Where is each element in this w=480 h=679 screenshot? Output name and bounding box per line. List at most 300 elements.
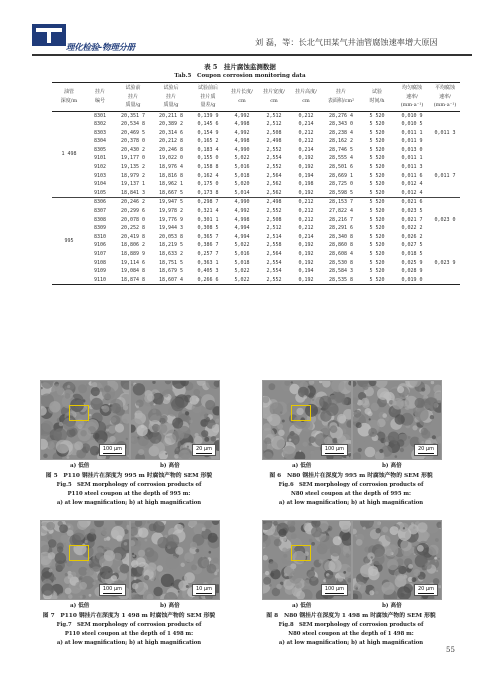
table-cell: 5 520: [369, 121, 385, 128]
scale-bar: [99, 444, 126, 456]
table-cell: 5,022: [234, 268, 250, 275]
zoom-region-box: [291, 405, 311, 421]
table-header-cell: 试验前 挂片 质量/g: [125, 85, 141, 108]
table-caption-en: Tab.5 Coupon corrosion monitoring data: [174, 73, 306, 79]
table-cell: 5 520: [369, 129, 385, 136]
table-cell: 20,299 6: [120, 208, 146, 215]
table-cell: 0,214: [298, 146, 314, 153]
table-cell: 4,992: [234, 112, 250, 119]
depth-cell: 1 498: [61, 151, 77, 158]
table-row: [52, 267, 460, 276]
table-cell: 28,216 7: [328, 216, 354, 223]
table-cell: 0,365 7: [197, 233, 219, 240]
table-row: [52, 259, 460, 268]
table-cell: 4,998: [234, 121, 250, 128]
sem-image-high-mag: [352, 520, 442, 600]
table-cell: 18,633 2: [158, 251, 184, 257]
sem-image-low-mag: [40, 520, 130, 600]
caption-line: a) at low magnification; b) at high magnification: [56, 640, 202, 646]
subfigure-label-b: b) 高倍: [382, 463, 402, 469]
table-cell: 0,027 5: [401, 242, 423, 249]
table-cell: 2,562: [266, 189, 282, 196]
table-cell: 5 520: [369, 146, 385, 153]
table-cell: 8309: [93, 225, 107, 232]
table-cell: 5,022: [234, 242, 250, 249]
table-cell: 20,252 8: [120, 225, 146, 232]
table-cell: 9108: [93, 259, 107, 266]
caption-line: 图 6 N80 钢挂片在深度为 995 m 时腐蚀产物的 SEM 形貌: [269, 473, 433, 479]
table-cell: 0,405 3: [197, 268, 219, 275]
table-cell: 9105: [93, 189, 107, 196]
table-cell: 0,212: [298, 138, 314, 145]
average-rate-cell: 0,023 0: [434, 216, 456, 223]
caption-line: N80 steel coupon at the depth of 995 m:: [291, 491, 411, 497]
table-row: [52, 129, 460, 138]
table-cell: 0,026 2: [401, 233, 423, 240]
table-cell: 2,508: [266, 216, 282, 223]
table-cell: 19,776 9: [158, 216, 184, 223]
table-cell: 0,012 4: [401, 181, 423, 188]
table-cell: 20,078 0: [120, 216, 146, 223]
table-cell: 20,534 8: [120, 121, 146, 128]
table-cell: 9102: [93, 164, 107, 171]
table-cell: 5 520: [369, 268, 385, 275]
scale-bar-label: 20 μm: [195, 446, 212, 452]
table-cell: 0,165 2: [197, 138, 219, 145]
page-number: 55: [446, 646, 455, 654]
scale-bar-line: [418, 593, 434, 594]
table-cell: 20,211 8: [158, 112, 184, 119]
figure-caption: [247, 612, 455, 648]
table-cell: 5 520: [369, 276, 385, 283]
table-header-cell: 挂片长度/ cm: [231, 89, 253, 104]
table-cell: 20,469 5: [120, 129, 146, 136]
table-cell: 4,990: [234, 146, 250, 153]
caption-line: 图 8 N80 钢挂片在深度为 1 498 m 时腐蚀产物的 SEM 形貌: [266, 613, 436, 619]
zoom-region-box: [69, 545, 89, 561]
average-rate-cell: 0,023 9: [434, 259, 456, 266]
corrosion-data-table: [52, 82, 460, 285]
table-cell: 0,212: [298, 216, 314, 223]
table-cell: 0,158 8: [197, 164, 219, 171]
table-cell: 2,558: [266, 242, 282, 249]
table-cell: 0,018 5: [401, 251, 423, 257]
table-cell: 0,194: [298, 268, 314, 275]
figure-caption: [247, 472, 455, 508]
sem-image-high-mag: [130, 380, 220, 460]
table-row: [52, 172, 460, 181]
scale-bar-label: 20 μm: [417, 586, 434, 592]
table-cell: 19,114 6: [120, 259, 146, 266]
table-cell: 19,022 0: [158, 155, 184, 162]
table-cell: 18,841 3: [120, 189, 146, 196]
table-cell: 5 520: [369, 208, 385, 215]
table-cell: 28,153 7: [328, 199, 354, 206]
table-cell: 2,512: [266, 225, 282, 232]
table-cell: 0,192: [298, 242, 314, 249]
scale-bar-line: [103, 453, 122, 454]
table-cell: 19,135 2: [120, 164, 146, 171]
table-cell: 27,822 4: [328, 208, 354, 215]
scale-bar-label: 100 μm: [102, 446, 122, 452]
table-cell: 28,530 8: [328, 259, 354, 266]
table-cell: 20,389 2: [158, 121, 184, 128]
table-cell: 2,498: [266, 138, 282, 145]
table-cell: 2,564: [266, 172, 282, 179]
scale-bar-line: [196, 593, 212, 594]
table-cell: 4,992: [234, 129, 250, 136]
table-cell: 19,947 5: [158, 199, 184, 206]
table-cell: 5 520: [369, 172, 385, 179]
table-cell: 18,667 5: [158, 189, 184, 196]
table-cell: 5,018: [234, 259, 250, 266]
table-header-cell: 挂片 表面积/cm²: [327, 89, 355, 104]
table-cell: 0,010 5: [401, 121, 423, 128]
table-cell: 18,806 2: [120, 242, 146, 249]
table-cell: 20,246 8: [158, 146, 184, 153]
table-cell: 8306: [93, 199, 107, 206]
caption-line: N80 steel coupon at the depth of 1 498 m:: [288, 631, 414, 637]
table-header-cell: 试验 时间/h: [369, 89, 385, 104]
table-header-cell: 挂片高度/ cm: [295, 89, 317, 104]
table-cell: 19,978 2: [158, 208, 184, 215]
caption-line: Fig.6 SEM morphology of corrosion products of: [278, 482, 424, 488]
table-cell: 0,139 9: [197, 112, 219, 119]
table-cell: 0,011 6: [401, 172, 423, 179]
running-head: 刘 磊，等：长北气田某气井油管腐蚀速率增大原因: [255, 37, 438, 47]
table-row: [52, 163, 460, 172]
table-cell: 9103: [93, 172, 107, 179]
table-cell: 8308: [93, 216, 107, 223]
table-cell: 2,552: [266, 208, 282, 215]
table-cell: 28,535 8: [328, 276, 354, 283]
table-cell: 0,192: [298, 259, 314, 266]
table-cell: 2,554: [266, 268, 282, 275]
scale-bar: [321, 444, 348, 456]
subfigure-label-a: a) 低倍: [70, 603, 90, 609]
table-cell: 0,301 1: [197, 216, 219, 223]
table-cell: 28,746 5: [328, 146, 354, 153]
table-cell: 28,584 3: [328, 268, 354, 275]
table-cell: 8301: [93, 112, 107, 119]
table-cell: 18,751 5: [158, 259, 184, 266]
table-cell: 0,212: [298, 199, 314, 206]
caption-line: a) at low magnification; b) at high magnification: [56, 500, 202, 506]
table-cell: 4,992: [234, 208, 250, 215]
table-cell: 2,498: [266, 199, 282, 206]
table-row: [52, 146, 460, 155]
table-cell: 0,198: [298, 181, 314, 188]
table-row: [52, 216, 460, 225]
caption-line: 图 5 P110 钢挂片在深度为 995 m 时腐蚀产物的 SEM 形貌: [45, 473, 213, 479]
table-cell: 2,514: [266, 233, 282, 240]
table-cell: 4,994: [234, 233, 250, 240]
table-cell: 28,501 6: [328, 164, 354, 171]
table-cell: 0,028 9: [401, 268, 423, 275]
table-cell: 2,552: [266, 164, 282, 171]
table-header-cell: 挂片宽度/ cm: [263, 89, 285, 104]
table-cell: 18,874 8: [120, 276, 146, 283]
table-cell: 0,212: [298, 129, 314, 136]
scale-bar: [192, 444, 216, 456]
table-cell: 9101: [93, 155, 107, 162]
table-cell: 5 520: [369, 189, 385, 196]
table-cell: 0,011 1: [401, 129, 423, 136]
table-row: [52, 189, 460, 198]
table-cell: 28,608 4: [328, 251, 354, 257]
table-cell: 0,183 4: [197, 146, 219, 153]
table-cell: 5,016: [234, 164, 250, 171]
table-cell: 5 520: [369, 164, 385, 171]
table-cell: 18,607 4: [158, 276, 184, 283]
scale-bar-line: [103, 593, 122, 594]
table-cell: 2,512: [266, 121, 282, 128]
table-cell: 28,598 5: [328, 189, 354, 196]
table-row: [52, 233, 460, 242]
table-row: [52, 224, 460, 233]
table-cell: 2,552: [266, 146, 282, 153]
table-cell: 8303: [93, 129, 107, 136]
table-cell: 8310: [93, 233, 107, 240]
table-group-1498: [52, 111, 460, 198]
table-row: [52, 198, 460, 207]
table-cell: 0,154 9: [197, 129, 219, 136]
subfigure-label-a: a) 低倍: [292, 603, 312, 609]
table-cell: 19,177 0: [120, 155, 146, 162]
subfigure-label-b: b) 高倍: [160, 463, 180, 469]
table-cell: 18,979 2: [120, 172, 146, 179]
table-row: [52, 120, 460, 129]
table-cell: 0,266 6: [197, 276, 219, 283]
sem-image-low-mag: [262, 380, 352, 460]
scale-bar-label: 20 μm: [417, 446, 434, 452]
table-cell: 20,378 0: [120, 138, 146, 145]
table-group-995: [52, 198, 460, 285]
table-cell: 0,021 6: [401, 199, 423, 206]
caption-line: a) at low magnification; b) at high magnification: [278, 640, 424, 646]
table-cell: 0,025 9: [401, 259, 423, 266]
table-cell: 0,019 0: [401, 276, 423, 283]
table-cell: 4,998: [234, 216, 250, 223]
caption-line: Fig.5 SEM morphology of corrosion products of: [56, 482, 202, 488]
table-cell: 28,555 4: [328, 155, 354, 162]
table-cell: 28,162 2: [328, 138, 354, 145]
scale-bar-line: [325, 593, 344, 594]
scale-bar: [192, 584, 216, 596]
table-cell: 19,944 3: [158, 225, 184, 232]
subfigure-label-b: b) 高倍: [382, 603, 402, 609]
table-cell: 20,053 8: [158, 233, 184, 240]
table-cell: 28,238 4: [328, 129, 354, 136]
table-cell: 9106: [93, 242, 107, 249]
table-cell: 28,669 1: [328, 172, 354, 179]
table-cell: 0,194: [298, 172, 314, 179]
table-cell: 2,562: [266, 181, 282, 188]
table-cell: 20,246 2: [120, 199, 146, 206]
scale-bar: [414, 444, 438, 456]
table-cell: 20,351 7: [120, 112, 146, 119]
subfigure-label-b: b) 高倍: [160, 603, 180, 609]
table-cell: 5 520: [369, 216, 385, 223]
table-cell: 5 520: [369, 181, 385, 188]
table-cell: 20,419 8: [120, 233, 146, 240]
table-header-row: [52, 83, 460, 112]
scale-bar-label: 10 μm: [195, 586, 212, 592]
table-cell: 0,321 4: [197, 208, 219, 215]
scale-bar: [414, 584, 438, 596]
table-cell: 5,020: [234, 181, 250, 188]
scale-bar-label: 100 μm: [324, 446, 344, 452]
table-cell: 28,725 0: [328, 181, 354, 188]
table-cell: 20,314 6: [158, 129, 184, 136]
table-cell: 0,192: [298, 164, 314, 171]
table-cell: 18,816 8: [158, 172, 184, 179]
journal-logo-icon: [32, 24, 66, 46]
table-cell: 28,276 4: [328, 112, 354, 119]
table-cell: 28,291 6: [328, 225, 354, 232]
table-cell: 5,022: [234, 155, 250, 162]
table-header-cell: 试验后 挂片 质量/g: [163, 85, 179, 108]
table-cell: 0,214: [298, 233, 314, 240]
table-cell: 2,554: [266, 259, 282, 266]
table-cell: 0,212: [298, 225, 314, 232]
table-cell: 0,175 0: [197, 181, 219, 188]
table-row: [52, 276, 460, 285]
table-cell: 8304: [93, 138, 107, 145]
scale-bar-line: [418, 453, 434, 454]
table-cell: 0,308 5: [197, 225, 219, 232]
table-cell: 4,990: [234, 199, 250, 206]
scale-bar-label: 100 μm: [324, 586, 344, 592]
table-cell: 28,343 0: [328, 121, 354, 128]
table-cell: 8305: [93, 146, 107, 153]
table-cell: 0,013 0: [401, 146, 423, 153]
table-cell: 5 520: [369, 155, 385, 162]
table-cell: 18,962 1: [158, 181, 184, 188]
table-cell: 18,889 9: [120, 251, 146, 257]
journal-name: 理化检验-物理分册: [66, 43, 135, 53]
table-row: [52, 111, 460, 120]
table-row: [52, 180, 460, 189]
table-row: [52, 207, 460, 216]
table-header-cell: 油管 深度/m: [60, 89, 78, 104]
caption-line: Fig.8 SEM morphology of corrosion products of: [278, 622, 424, 628]
table-row: [52, 250, 460, 259]
table-cell: 8302: [93, 121, 107, 128]
table-cell: 0,192: [298, 276, 314, 283]
scale-bar-line: [196, 453, 212, 454]
table-caption-cn: 表 5 挂片腐蚀监测数据: [204, 63, 276, 71]
table-cell: 9110: [93, 276, 107, 283]
table-cell: 5 520: [369, 251, 385, 257]
table-cell: 0,212: [298, 208, 314, 215]
table-cell: 5 520: [369, 233, 385, 240]
table-cell: 5,016: [234, 251, 250, 257]
scale-bar-line: [325, 453, 344, 454]
table-cell: 0,386 7: [197, 242, 219, 249]
subfigure-label-a: a) 低倍: [292, 463, 312, 469]
table-cell: 20,430 2: [120, 146, 146, 153]
zoom-region-box: [69, 405, 89, 421]
table-cell: 2,564: [266, 251, 282, 257]
table-cell: 0,298 7: [197, 199, 219, 206]
table-cell: 0,192: [298, 251, 314, 257]
table-cell: 5 520: [369, 138, 385, 145]
table-cell: 0,011 1: [401, 155, 423, 162]
table-cell: 28,340 8: [328, 233, 354, 240]
table-cell: 5 520: [369, 259, 385, 266]
table-cell: 0,155 0: [197, 155, 219, 162]
table-header-cell: 挂片 编号: [94, 89, 105, 104]
scale-bar: [99, 584, 126, 596]
sem-image-high-mag: [352, 380, 442, 460]
table-cell: 4,994: [234, 225, 250, 232]
depth-cell: 995: [64, 238, 74, 245]
scale-bar: [321, 584, 348, 596]
caption-line: Fig.7 SEM morphology of corrosion products of: [56, 622, 202, 628]
table-header-cell: 试验前后 挂片质 量差/g: [197, 85, 218, 108]
average-rate-cell: 0,011 3: [434, 129, 456, 136]
caption-line: P110 steel coupon at the depth of 995 m:: [67, 491, 191, 497]
table-cell: 0,173 8: [197, 189, 219, 196]
sem-image-low-mag: [262, 520, 352, 600]
table-cell: 18,219 5: [158, 242, 184, 249]
table-cell: 18,976 4: [158, 164, 184, 171]
table-header-cell: 平均腐蚀 速率/ (mm·a⁻¹): [433, 85, 457, 108]
table-cell: 0,022 2: [401, 225, 423, 232]
table-cell: 0,021 7: [401, 216, 423, 223]
table-cell: 0,010 9: [401, 112, 423, 119]
table-cell: 9107: [93, 251, 107, 257]
table-cell: 20,212 8: [158, 138, 184, 145]
subfigure-label-a: a) 低倍: [70, 463, 90, 469]
sem-image-low-mag: [40, 380, 130, 460]
table-row: [52, 137, 460, 146]
table-cell: 5,018: [234, 172, 250, 179]
table-cell: 5,022: [234, 276, 250, 283]
zoom-region-box: [291, 545, 311, 561]
table-cell: 0,212: [298, 112, 314, 119]
sem-image-high-mag: [130, 520, 220, 600]
figure-caption: [25, 612, 233, 648]
table-cell: 5 520: [369, 199, 385, 206]
average-rate-cell: 0,011 7: [434, 172, 456, 179]
table-cell: 5,014: [234, 189, 250, 196]
table-cell: 0,257 7: [197, 251, 219, 257]
table-cell: 0,023 5: [401, 208, 423, 215]
table-row: [52, 154, 460, 163]
table-cell: 2,508: [266, 129, 282, 136]
scale-bar-label: 100 μm: [102, 586, 122, 592]
figure-caption: [25, 472, 233, 508]
table-cell: 2,554: [266, 155, 282, 162]
table-cell: 0,011 9: [401, 138, 423, 145]
table-header-cell: 均匀腐蚀 速率/ (mm·a⁻¹): [400, 85, 424, 108]
table-cell: 0,011 3: [401, 164, 423, 171]
table-cell: 8307: [93, 208, 107, 215]
table-cell: 9109: [93, 268, 107, 275]
table-cell: 4,998: [234, 138, 250, 145]
table-cell: 0,192: [298, 155, 314, 162]
table-cell: 28,860 8: [328, 242, 354, 249]
table-cell: 18,679 5: [158, 268, 184, 275]
table-cell: 5 520: [369, 112, 385, 119]
table-cell: 0,192: [298, 189, 314, 196]
table-cell: 2,512: [266, 112, 282, 119]
table-cell: 5 520: [369, 225, 385, 232]
table-cell: 19,084 8: [120, 268, 146, 275]
table-cell: 0,214: [298, 121, 314, 128]
